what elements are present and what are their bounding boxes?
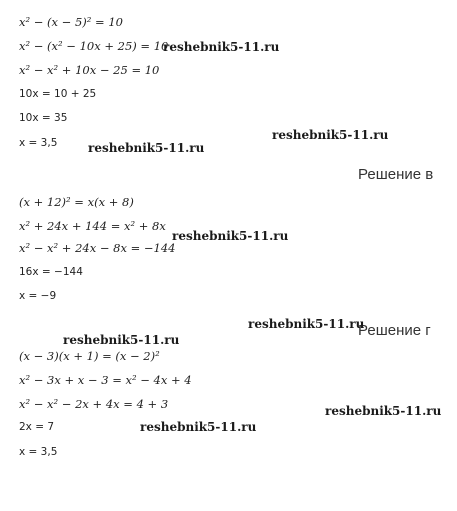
equation-line: (x + 12)² = x(x + 8) <box>19 195 134 209</box>
equation-line: x = 3,5 <box>19 446 58 458</box>
equation-line: x = −9 <box>19 290 57 302</box>
equation-line: x² + 24x + 144 = x² + 8x <box>19 219 166 233</box>
equation-line: x² − x² + 10x − 25 = 10 <box>19 63 160 77</box>
equation-line: (x − 3)(x + 1) = (x − 2)² <box>19 349 160 363</box>
section-heading: Решение в <box>358 166 434 183</box>
equation-line: x² − (x² − 10x + 25) = 10 <box>19 39 169 53</box>
watermark: reshebnik5-11.ru <box>140 420 257 434</box>
equation-line: x² − x² − 2x + 4x = 4 + 3 <box>19 397 169 411</box>
watermark: reshebnik5-11.ru <box>248 317 365 331</box>
equation-line: 10x = 35 <box>19 112 68 124</box>
watermark: reshebnik5-11.ru <box>63 333 180 347</box>
section-heading: Решение г <box>358 322 431 339</box>
watermark: reshebnik5-11.ru <box>88 141 205 155</box>
watermark: reshebnik5-11.ru <box>163 40 280 54</box>
equation-line: x² − x² + 24x − 8x = −144 <box>19 241 176 255</box>
equation-line: x = 3,5 <box>19 137 58 149</box>
watermark: reshebnik5-11.ru <box>172 229 289 243</box>
equation-line: 16x = −144 <box>19 266 83 278</box>
watermark: reshebnik5-11.ru <box>325 404 442 418</box>
equation-line: x² − 3x + x − 3 = x² − 4x + 4 <box>19 373 192 387</box>
equation-line: 2x = 7 <box>19 421 55 433</box>
equation-line: x² − (x − 5)² = 10 <box>19 15 123 29</box>
equation-line: 10x = 10 + 25 <box>19 88 97 100</box>
watermark: reshebnik5-11.ru <box>272 128 389 142</box>
